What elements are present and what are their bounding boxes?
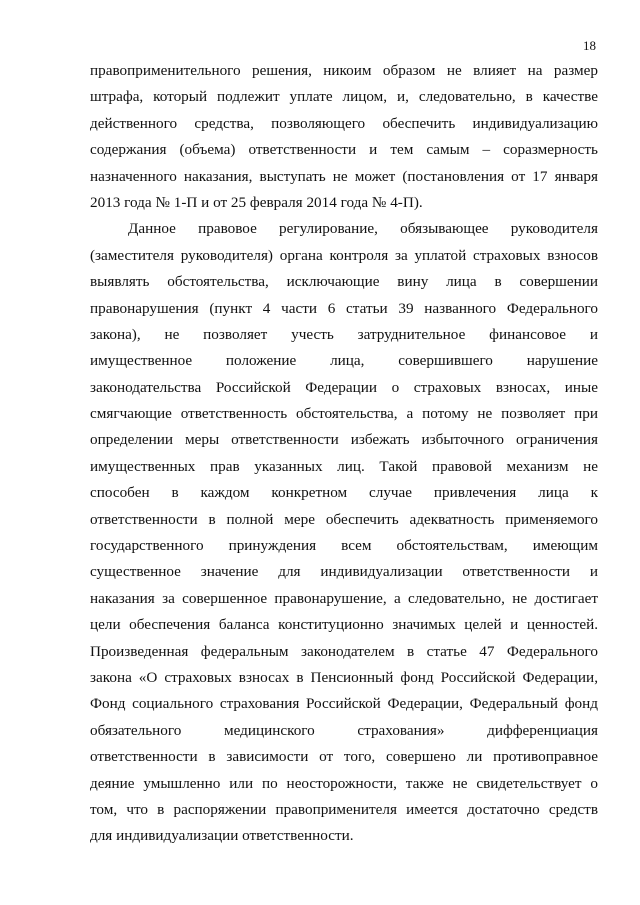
text-line: цели обеспечения баланса конституционно значимых целей и ценностей.	[90, 616, 598, 634]
text-line: обязательного медицинского страхования» дифференциация	[90, 721, 598, 739]
text-line: определении меры ответственности избежать избыточного ограничения	[90, 431, 598, 449]
text-line: назначенного наказания, выступать не может (постановления от 17 января	[90, 167, 598, 185]
text-line: ответственности в полной мере обеспечить адекватность применяемого	[90, 510, 598, 528]
text-line: способен в каждом конкретном случае привлечения лица к	[90, 484, 598, 502]
paragraph-first-line: Данное правовое регулирование, обязывающее руководителя	[128, 220, 598, 238]
text-line: правонарушения (пункт 4 части 6 статьи 39 названного Федерального	[90, 299, 598, 317]
text-line: (заместителя руководителя) органа контроля за уплатой страховых взносов	[90, 246, 598, 264]
text-line: имущественное положение лица, совершившего нарушение	[90, 352, 598, 370]
document-body	[90, 58, 598, 850]
page-number: 18	[583, 38, 596, 53]
text-line: выявлять обстоятельства, исключающие вину лица в совершении	[90, 273, 598, 291]
text-line: ответственности в зависимости от того, совершено ли противоправное	[90, 748, 598, 766]
text-line: смягчающие ответственность обстоятельства, а потому не позволяет при	[90, 405, 598, 423]
text-line: Произведенная федеральным законодателем в статье 47 Федерального	[90, 642, 598, 660]
text-line: том, что в распоряжении правоприменителя имеется достаточно средств	[90, 800, 598, 818]
text-line: для индивидуализации ответственности.	[90, 827, 354, 845]
text-line: содержания (объема) ответственности и тем самым – соразмерность	[90, 141, 598, 159]
text-line: существенное значение для индивидуализации ответственности и	[90, 563, 598, 581]
text-line: государственного принуждения всем обстоятельствам, имеющим	[90, 537, 598, 555]
text-line: Фонд социального страхования Российской Федерации, Федеральный фонд	[90, 695, 598, 713]
text-line: правоприменительного решения, никоим образом не влияет на размер	[90, 62, 598, 79]
text-line: штрафа, который подлежит уплате лицом, и, следовательно, в качестве	[90, 88, 598, 106]
text-line: законодательства Российской Федерации о страховых взносах, иные	[90, 378, 598, 396]
text-line: имущественных прав указанных лиц. Такой правовой механизм не	[90, 457, 598, 475]
text-line: наказания за совершенное правонарушение, а следовательно, не достигает	[90, 589, 598, 607]
text-line: закона), не позволяет учесть затруднительное финансовое и	[90, 325, 598, 343]
text-line: 2013 года № 1-П и от 25 февраля 2014 года № 4-П).	[90, 193, 423, 211]
text-line: действенного средства, позволяющего обеспечить индивидуализацию	[90, 114, 598, 132]
text-line: закона «О страховых взносах в Пенсионный фонд Российской Федерации,	[90, 668, 598, 686]
text-line: деяние умышленно или по неосторожности, также не свидетельствует о	[90, 774, 598, 792]
